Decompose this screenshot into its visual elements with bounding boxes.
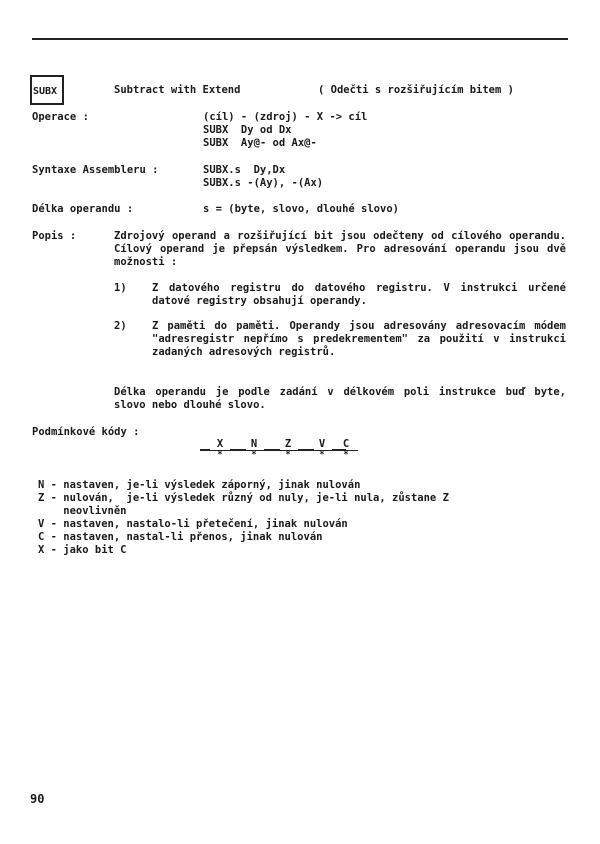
legend-line-v: V - nastaven, nastalo-li přetečení, jinak nulován [38,518,348,530]
syntax-line-2: SUBX.s -(Ay), -(Ax) [203,177,324,189]
instruction-subtitle: ( Odečti s rozšiřujícím bitem ) [318,84,514,96]
instruction-title: Subtract with Extend [114,84,241,96]
syntax-label: Syntaxe Assembleru : [32,164,159,176]
condition-codes-label: Podmínkové kódy : [32,426,140,438]
operation-line-1: (cíl) - (zdroj) - X -> cíl [203,111,368,123]
operation-label: Operace : [32,111,89,123]
description-label: Popis : [32,230,77,242]
page-number: 90 [30,792,45,806]
flag-v-mark: * [319,450,325,460]
operation-line-2: SUBX Dy od Dx [203,124,292,136]
description-text: Zdrojový operand a rozšiřující bit jsou odečteny od cílového operandu. Cílový operand je přepsán výsledkem. Pro adresování operandu jsou dvě možnosti : [114,230,566,268]
length-label: Délka operandu : [32,203,134,215]
legend-line-c: C - nastaven, nastal-li přenos, jinak nulován [38,531,323,543]
mnemonic: SUBX [33,86,58,97]
list-item-2-number: 2) [114,320,127,332]
flag-c: C * [334,438,358,459]
syntax-line-1: SUBX.s Dy,Dx [203,164,286,176]
legend-line-z: Z - nulován, je-li výsledek různý od nuly, je-li nula, zůstane Z [38,492,449,504]
flag-z: Z * [276,438,300,459]
header-rule [32,38,568,40]
flag-x-mark: * [217,450,223,460]
list-item-1-number: 1) [114,282,127,294]
legend-line-z-cont: neovlivněn [38,505,127,517]
flag-c-mark: * [343,450,349,460]
list-item-1-text: Z datového registru do datového registru. V instrukci určené datové registry obsahují operandy. [152,282,566,307]
flag-n-mark: * [251,450,257,460]
flag-x: X * [208,438,232,459]
legend-line-n: N - nastaven, je-li výsledek záporný, jinak nulován [38,479,361,491]
operation-line-3: SUBX Ay@- od Ax@- [203,137,317,149]
list-item-2-text: Z paměti do paměti. Operandy jsou adresovány adresovacím módem "adresregistr nepřímo s predekrementem" za použití v instrukci zadaných adresových registrů. [152,320,566,358]
condition-code-flags [200,438,360,462]
length-value: s = (byte, slovo, dlouhé slovo) [203,203,399,215]
legend-line-x: X - jako bit C [38,544,127,556]
flag-v: V * [310,438,334,459]
flag-z-mark: * [285,450,291,460]
description-note: Délka operandu je podle zadání v délkovém poli instrukce buď byte, slovo nebo dlouhé slovo. [114,386,566,411]
mnemonic-box [30,75,64,105]
flag-n: N * [242,438,266,459]
